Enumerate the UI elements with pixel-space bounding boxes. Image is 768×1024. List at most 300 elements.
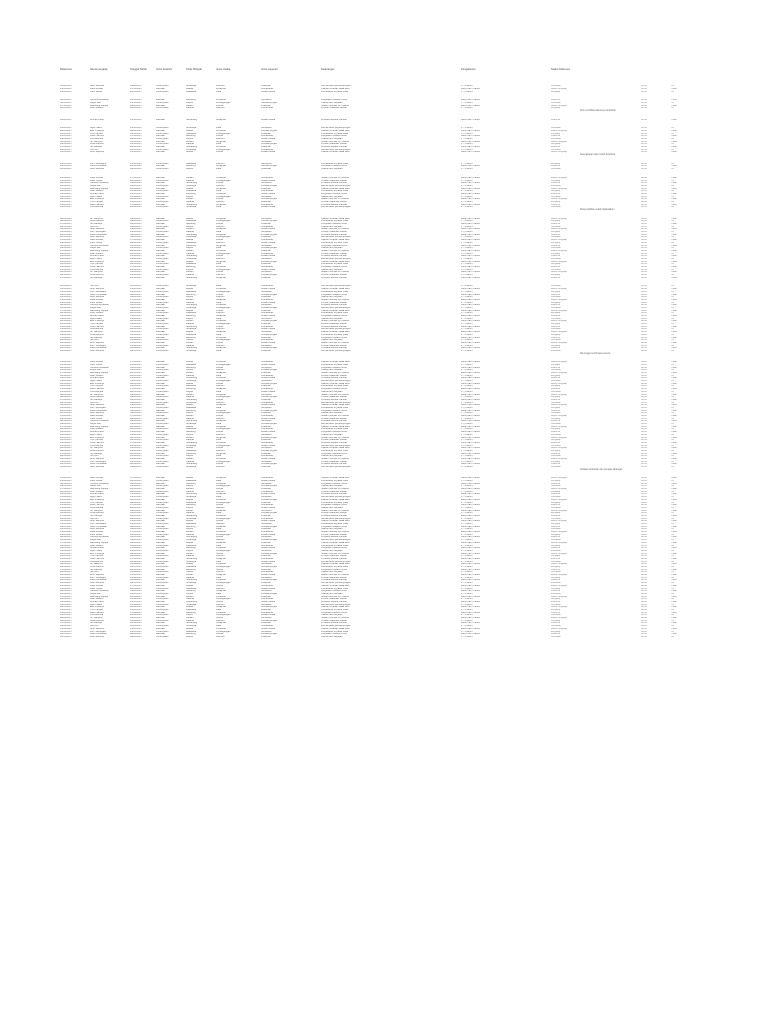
table-cell: Semarang — [186, 347, 198, 350]
table-cell: Sudah memiliki izin usaha — [321, 176, 349, 179]
table-cell: Bekasi — [186, 541, 194, 544]
table-cell: AP04 — [641, 203, 647, 206]
table-cell: Fashion — [216, 184, 225, 187]
table-cell: Produk makanan olahan — [321, 252, 347, 255]
table-cell: Tidak — [671, 452, 677, 455]
table-cell: AP04 — [641, 452, 647, 455]
table-cell: 14/05/2017 — [60, 576, 72, 579]
table-cell: 17/04/2017 — [60, 249, 72, 252]
table-cell: Pelatihan — [261, 104, 271, 107]
table-cell: Ya — [671, 179, 674, 182]
table-cell: Jakarta — [186, 598, 194, 601]
table-row — [60, 119, 712, 122]
table-cell: AP01 — [641, 539, 647, 542]
table-cell: AP04 — [641, 165, 647, 168]
table-cell: Jasa — [216, 127, 222, 130]
table-cell: 05/05/2017 — [130, 331, 142, 334]
table-cell: 1 - 3 tahun — [461, 162, 473, 165]
header-cell: Pengalaman — [461, 68, 476, 71]
table-cell: AP02 — [641, 595, 647, 598]
table-cell: Tidak — [671, 525, 677, 528]
table-cell: Diterima — [551, 482, 560, 485]
table-cell: Ya — [671, 460, 674, 463]
table-cell: Pelatihan — [261, 568, 271, 571]
table-cell: Pemasaran — [261, 361, 274, 364]
table-cell: AP03 — [641, 609, 647, 612]
table-cell: 15/03/2017 — [130, 493, 142, 496]
table-cell: Perempuan — [156, 512, 169, 515]
table-cell: Ya — [671, 90, 674, 93]
table-cell: Ya — [671, 290, 674, 293]
table-cell: 1 - 3 tahun — [461, 317, 473, 320]
table-cell: 02/04/2017 — [60, 563, 72, 566]
table-cell: AP03 — [641, 201, 647, 204]
table-cell: Penjualan melalui online — [321, 165, 347, 168]
table-cell: Kerajinan — [216, 541, 227, 544]
table-cell: 05/05/2017 — [130, 509, 142, 512]
table-cell: Jasa — [216, 374, 222, 377]
table-cell: Jasa — [216, 190, 222, 193]
table-cell: Laki-laki — [156, 239, 165, 242]
table-cell: Bandung — [186, 192, 196, 195]
table-cell: Ya — [671, 143, 674, 146]
table-cell: Diterima — [551, 611, 560, 614]
table-cell: 28/04/2017 — [60, 107, 72, 110]
table-cell: Verifikasi — [551, 466, 561, 469]
table-cell: Kuliner — [216, 398, 224, 401]
table-cell: Tidak — [671, 293, 677, 296]
table-cell: 1 - 3 tahun — [461, 344, 473, 347]
table-cell: 05/05/2017 — [60, 341, 72, 344]
table-cell: AP02 — [641, 151, 647, 154]
table-cell: 22/05/2017 — [130, 452, 142, 455]
table-cell: Laki-laki — [156, 298, 165, 301]
table-cell: Lebih dari 5 tahun — [461, 595, 481, 598]
table-cell: AP02 — [641, 309, 647, 312]
table-cell: 1 - 3 tahun — [461, 455, 473, 458]
table-cell: AP04 — [641, 547, 647, 550]
table-cell: Dedi Kurniawan — [90, 347, 107, 350]
table-cell: Diterima — [551, 600, 560, 603]
table-cell: 1 - 3 tahun — [461, 220, 473, 223]
table-cell: Usaha rumahan skala kecil — [321, 382, 350, 385]
table-cell: 21/03/2017 — [60, 480, 72, 483]
table-cell: Tidak — [671, 271, 677, 274]
table-cell: Belum lengkap — [551, 584, 567, 587]
table-cell: Lebih dari 5 tahun — [461, 415, 481, 418]
table-cell: Pertanian — [216, 99, 227, 102]
table-cell: Verifikasi — [551, 138, 561, 141]
table-cell: Sudah memiliki izin usaha — [321, 595, 349, 598]
table-cell: AP03 — [641, 312, 647, 315]
table-cell: Ya — [671, 296, 674, 299]
table-cell: 02/04/2017 — [130, 525, 142, 528]
table-cell: 09/04/2017 — [60, 485, 72, 488]
table-cell: 1 - 3 tahun — [461, 184, 473, 187]
table-cell: 09/04/2017 — [130, 168, 142, 171]
table-cell: Fashion — [216, 107, 225, 110]
table-cell: 22/05/2017 — [130, 595, 142, 598]
table-cell: Usaha baru berjalan — [321, 433, 343, 436]
table-cell: Dewi Lestari — [90, 415, 104, 418]
table-cell: Laki-laki — [156, 404, 165, 407]
table-cell: Lebih dari 5 tahun — [461, 520, 481, 523]
record-group — [60, 119, 712, 122]
table-cell: Agus Salim — [90, 127, 103, 130]
table-cell: 05/05/2017 — [130, 244, 142, 247]
table-cell: Perempuan — [156, 306, 169, 309]
table-cell: 22/05/2017 — [130, 488, 142, 491]
table-cell: Perempuan — [156, 533, 169, 536]
table-cell: Perempuan — [156, 168, 169, 171]
table-cell: AP03 — [641, 90, 647, 93]
table-cell: Produk makanan olahan — [321, 460, 347, 463]
table-cell: Fashion — [216, 385, 225, 388]
table-cell: AP03 — [641, 263, 647, 266]
table-cell: Verifikasi — [551, 614, 561, 617]
table-cell: 1 - 3 tahun — [461, 168, 473, 171]
table-cell: Pemasaran — [261, 571, 274, 574]
table-cell: Jasa — [216, 143, 222, 146]
table-cell: 21/03/2017 — [60, 560, 72, 563]
table-cell: Lengkap — [551, 374, 561, 377]
table-cell: Laki-laki — [156, 617, 165, 620]
table-cell: Sertifikasi — [261, 380, 272, 383]
table-cell: Pelatihan — [261, 609, 271, 612]
table-cell: 1 - 3 tahun — [461, 555, 473, 558]
table-cell: Diterima — [551, 568, 560, 571]
table-cell: Jasa — [216, 625, 222, 628]
table-cell: Lebih dari 5 tahun — [461, 504, 481, 507]
table-cell: 09/04/2017 — [130, 582, 142, 585]
table-cell: Usaha baru berjalan — [321, 247, 343, 250]
table-cell: Fitri Handayani — [90, 162, 107, 165]
table-cell: Lebih dari 5 tahun — [461, 118, 481, 121]
table-cell: 17/04/2017 — [130, 325, 142, 328]
table-cell: Bandung — [186, 633, 196, 636]
table-cell: 28/04/2017 — [60, 517, 72, 520]
table-cell: 1 - 3 tahun — [461, 85, 473, 88]
table-cell: 1 - 3 tahun — [461, 247, 473, 250]
table-cell: Kuliner — [216, 617, 224, 620]
table-cell: Usaha baru berjalan — [321, 168, 343, 171]
table-cell: AP03 — [641, 512, 647, 515]
table-cell: Depok — [186, 247, 193, 250]
table-cell: Lebih dari 5 tahun — [461, 288, 481, 291]
table-cell: Wati Susanti — [90, 252, 104, 255]
table-cell: Pelatihan — [261, 501, 271, 504]
table-cell: Belum lengkap — [551, 404, 567, 407]
table-cell: Pelatihan — [261, 85, 271, 88]
table-cell: Belum lengkap — [551, 498, 567, 501]
table-cell: Budi Santoso — [90, 85, 105, 88]
table-cell: Lina Marlina — [90, 390, 104, 393]
table-cell: 14/05/2017 — [130, 247, 142, 250]
table-cell: Tidak — [671, 611, 677, 614]
table-cell: Laki-laki — [156, 600, 165, 603]
table-cell: 17/04/2017 — [60, 372, 72, 375]
table-cell: Ya — [671, 138, 674, 141]
table-cell: Budi Santoso — [90, 635, 105, 638]
table-cell: Dewi Lestari — [90, 584, 104, 587]
table-cell: Hendra Gunawan — [90, 99, 109, 102]
table-cell: Bandung — [186, 293, 196, 296]
table-cell: Maya Sari — [90, 247, 101, 250]
table-cell: Laki-laki — [156, 276, 165, 279]
table-cell: 22/05/2017 — [130, 568, 142, 571]
table-cell: Tidak — [671, 151, 677, 154]
table-cell: 28/04/2017 — [60, 625, 72, 628]
table-cell: Agus Salim — [90, 257, 103, 260]
table-cell: Depok — [186, 339, 193, 342]
table-cell: 22/05/2017 — [130, 104, 142, 107]
table-cell: 09/04/2017 — [130, 236, 142, 239]
table-cell: Laki-laki — [156, 563, 165, 566]
table-cell: Laki-laki — [156, 165, 165, 168]
table-cell: AP03 — [641, 143, 647, 146]
table-cell: Tidak — [671, 99, 677, 102]
table-cell: 1 - 3 tahun — [461, 460, 473, 463]
table-cell: Tidak — [671, 622, 677, 625]
table-cell: Ya — [671, 423, 674, 426]
table-cell: Produk makanan olahan — [321, 301, 347, 304]
table-cell: Perempuan — [156, 241, 169, 244]
table-cell: Pemasaran di pasar lokal — [321, 132, 348, 135]
table-cell: 05/05/2017 — [60, 228, 72, 231]
table-cell: Memerlukan pendampingan — [321, 127, 351, 130]
table-cell: Pelatihan — [261, 223, 271, 226]
header-cell: Jenis Kelamin — [156, 68, 173, 71]
table-cell: Kuliner — [216, 366, 224, 369]
table-cell: Usaha baru berjalan — [321, 549, 343, 552]
table-cell: Memerlukan pendampingan — [321, 184, 351, 187]
table-cell: Laki-laki — [156, 557, 165, 560]
table-cell: 12/03/2017 — [60, 555, 72, 558]
table-cell: Laki-laki — [156, 382, 165, 385]
table-cell: Laki-laki — [156, 531, 165, 534]
table-cell: Perempuan — [156, 412, 169, 415]
table-cell: Usaha rumahan skala kecil — [321, 627, 350, 630]
table-cell: 1 - 3 tahun — [461, 512, 473, 515]
table-cell: Pendampingan — [261, 436, 278, 439]
table-cell: 22/05/2017 — [60, 525, 72, 528]
table-cell: 1 - 3 tahun — [461, 582, 473, 585]
table-cell: Pendampingan — [261, 198, 278, 201]
table-cell: AP02 — [641, 176, 647, 179]
table-cell: Laki-laki — [156, 233, 165, 236]
table-cell: Pertanian — [216, 304, 227, 307]
table-cell: Laki-laki — [156, 192, 165, 195]
table-cell: Fashion — [216, 241, 225, 244]
table-cell: Pertanian — [216, 547, 227, 550]
table-cell: Produksi secara manual — [321, 536, 347, 539]
table-cell: AP04 — [641, 146, 647, 149]
table-cell: Sertifikasi — [261, 482, 272, 485]
table-cell: Kerajinan — [216, 315, 227, 318]
table-cell: 12/03/2017 — [130, 374, 142, 377]
table-cell: 1 - 3 tahun — [461, 401, 473, 404]
table-cell: Ya — [671, 412, 674, 415]
table-cell: Belum lengkap — [551, 447, 567, 450]
table-cell: Andi Saputra — [90, 404, 104, 407]
table-cell: Jakarta — [186, 490, 194, 493]
table-cell: 1 - 3 tahun — [461, 206, 473, 209]
table-cell: Produk makanan olahan — [321, 555, 347, 558]
table-cell: Pemasaran — [261, 401, 274, 404]
table-cell: Produk makanan olahan — [321, 396, 347, 399]
table-cell: AP01 — [641, 328, 647, 331]
table-cell: 14/05/2017 — [60, 195, 72, 198]
table-cell: Laki-laki — [156, 325, 165, 328]
table-cell: Memerlukan pendampingan — [321, 496, 351, 499]
table-cell: Kuliner — [216, 488, 224, 491]
table-cell: AP04 — [641, 611, 647, 614]
table-cell: Semarang — [186, 420, 198, 423]
table-cell: Diterima — [551, 536, 560, 539]
table-cell: Verifikasi — [551, 592, 561, 595]
table-cell: Produksi secara manual — [321, 420, 347, 423]
table-cell: 15/03/2017 — [60, 477, 72, 480]
table-cell: Verifikasi — [551, 635, 561, 638]
table-cell: Ya — [671, 501, 674, 504]
table-cell: Lengkap — [551, 406, 561, 409]
table-cell: Ya — [671, 598, 674, 601]
table-cell: Belum lengkap — [551, 129, 567, 132]
table-cell: Laki-laki — [156, 568, 165, 571]
table-cell: Lengkap — [551, 449, 561, 452]
table-cell: Sertifikasi — [261, 99, 272, 102]
table-cell: Sertifikasi — [261, 290, 272, 293]
table-cell: Tidak — [671, 388, 677, 391]
table-cell: Usaha rumahan skala kecil — [321, 477, 350, 480]
table-cell: Surabaya — [186, 148, 197, 151]
table-cell: Joko Susilo — [90, 533, 103, 536]
table-cell: Surabaya — [186, 85, 197, 88]
table-row — [60, 636, 712, 639]
table-cell: Laki-laki — [156, 331, 165, 334]
table-cell: Tidak — [671, 146, 677, 149]
table-cell: Verifikasi — [551, 339, 561, 342]
table-cell: 02/04/2017 — [130, 463, 142, 466]
table-cell: 14/05/2017 — [130, 539, 142, 542]
table-cell: 15/03/2017 — [130, 404, 142, 407]
table-cell: AP02 — [641, 249, 647, 252]
table-cell: Laki-laki — [156, 341, 165, 344]
table-cell: Lebih dari 5 tahun — [461, 104, 481, 107]
table-cell: Ya — [671, 127, 674, 130]
table-cell: Pelatihan — [261, 372, 271, 375]
table-cell: Siti Rahayu — [90, 336, 103, 339]
table-cell: 21/03/2017 — [60, 301, 72, 304]
table-cell: AP01 — [641, 285, 647, 288]
table-cell: AP03 — [641, 344, 647, 347]
table-cell: Lebih dari 5 tahun — [461, 452, 481, 455]
table-cell: Ahmad Fauzi — [90, 547, 105, 550]
table-cell: Sertifikasi — [261, 257, 272, 260]
table-cell: 21/03/2017 — [130, 162, 142, 165]
table-cell: 02/04/2017 — [60, 99, 72, 102]
table-cell: Produksi secara manual — [321, 514, 347, 517]
table-cell: AP02 — [641, 415, 647, 418]
table-cell: Perempuan — [156, 619, 169, 622]
table-cell: Jasa — [216, 439, 222, 442]
table-cell: Tidak — [671, 425, 677, 428]
table-cell: Tidak — [671, 260, 677, 263]
table-cell: Depok — [186, 549, 193, 552]
table-cell: AP02 — [641, 331, 647, 334]
table-cell: Siti Rahayu — [90, 276, 103, 279]
table-cell: Pendampingan — [261, 247, 278, 250]
table-cell: 05/05/2017 — [130, 563, 142, 566]
table-cell: Sertifikasi — [261, 576, 272, 579]
table-cell: AP02 — [641, 436, 647, 439]
table-cell: 09/04/2017 — [130, 412, 142, 415]
table-cell: AP01 — [641, 369, 647, 372]
table-cell: 22/05/2017 — [60, 260, 72, 263]
table-cell: 21/03/2017 — [130, 630, 142, 633]
table-cell: Lebih dari 5 tahun — [461, 388, 481, 391]
table-cell: 1 - 3 tahun — [461, 528, 473, 531]
table-cell: Jakarta — [186, 301, 194, 304]
table-cell: Belum lengkap — [551, 509, 567, 512]
table-cell: Pemasaran — [261, 557, 274, 560]
table-cell: Laki-laki — [156, 488, 165, 491]
table-cell: Verifikasi — [551, 485, 561, 488]
table-cell: Diterima — [551, 622, 560, 625]
table-cell: Lebih dari 5 tahun — [461, 192, 481, 195]
table-cell: Pendampingan — [261, 306, 278, 309]
table-cell: Produk makanan olahan — [321, 374, 347, 377]
table-cell: 1 - 3 tahun — [461, 107, 473, 110]
table-cell: Wati Susanti — [90, 490, 104, 493]
table-cell: Bambang Wijaya — [90, 309, 109, 312]
table-cell: Pertanian — [216, 393, 227, 396]
table-cell: 05/05/2017 — [60, 404, 72, 407]
table-cell: Penjualan melalui online — [321, 223, 347, 226]
table-cell: Kuliner — [216, 293, 224, 296]
table-cell: Jasa — [216, 168, 222, 171]
table-cell: Modal Usaha — [261, 547, 276, 550]
table-cell: Lebih dari 5 tahun — [461, 509, 481, 512]
table-cell: 12/03/2017 — [130, 544, 142, 547]
table-cell: Maya Sari — [90, 369, 101, 372]
table-cell: AP02 — [641, 404, 647, 407]
table-cell: AP04 — [641, 431, 647, 434]
table-cell: 1 - 3 tahun — [461, 506, 473, 509]
table-cell: Kuliner — [216, 309, 224, 312]
table-cell: Makassar — [186, 90, 197, 93]
table-cell: 09/04/2017 — [130, 323, 142, 326]
table-cell: Modal Usaha — [261, 377, 276, 380]
table-cell: Produksi secara manual — [321, 622, 347, 625]
table-cell: Usaha rumahan skala kecil — [321, 425, 350, 428]
table-cell: 05/05/2017 — [60, 431, 72, 434]
table-cell: Pendampingan — [261, 165, 278, 168]
table-cell: Perempuan — [156, 312, 169, 315]
table-cell: 1 - 3 tahun — [461, 390, 473, 393]
table-cell: AP04 — [641, 336, 647, 339]
table-cell: Medan — [186, 176, 194, 179]
table-cell: Sudah memiliki izin usaha — [321, 574, 349, 577]
table-cell: AP03 — [641, 523, 647, 526]
table-cell: Laki-laki — [156, 579, 165, 582]
table-cell: 17/04/2017 — [130, 87, 142, 90]
table-cell: Agus Salim — [90, 195, 103, 198]
table-cell: Pemasaran — [261, 203, 274, 206]
table-cell: AP02 — [641, 239, 647, 242]
table-cell: Bekasi — [186, 87, 194, 90]
table-cell: Verifikasi — [551, 433, 561, 436]
